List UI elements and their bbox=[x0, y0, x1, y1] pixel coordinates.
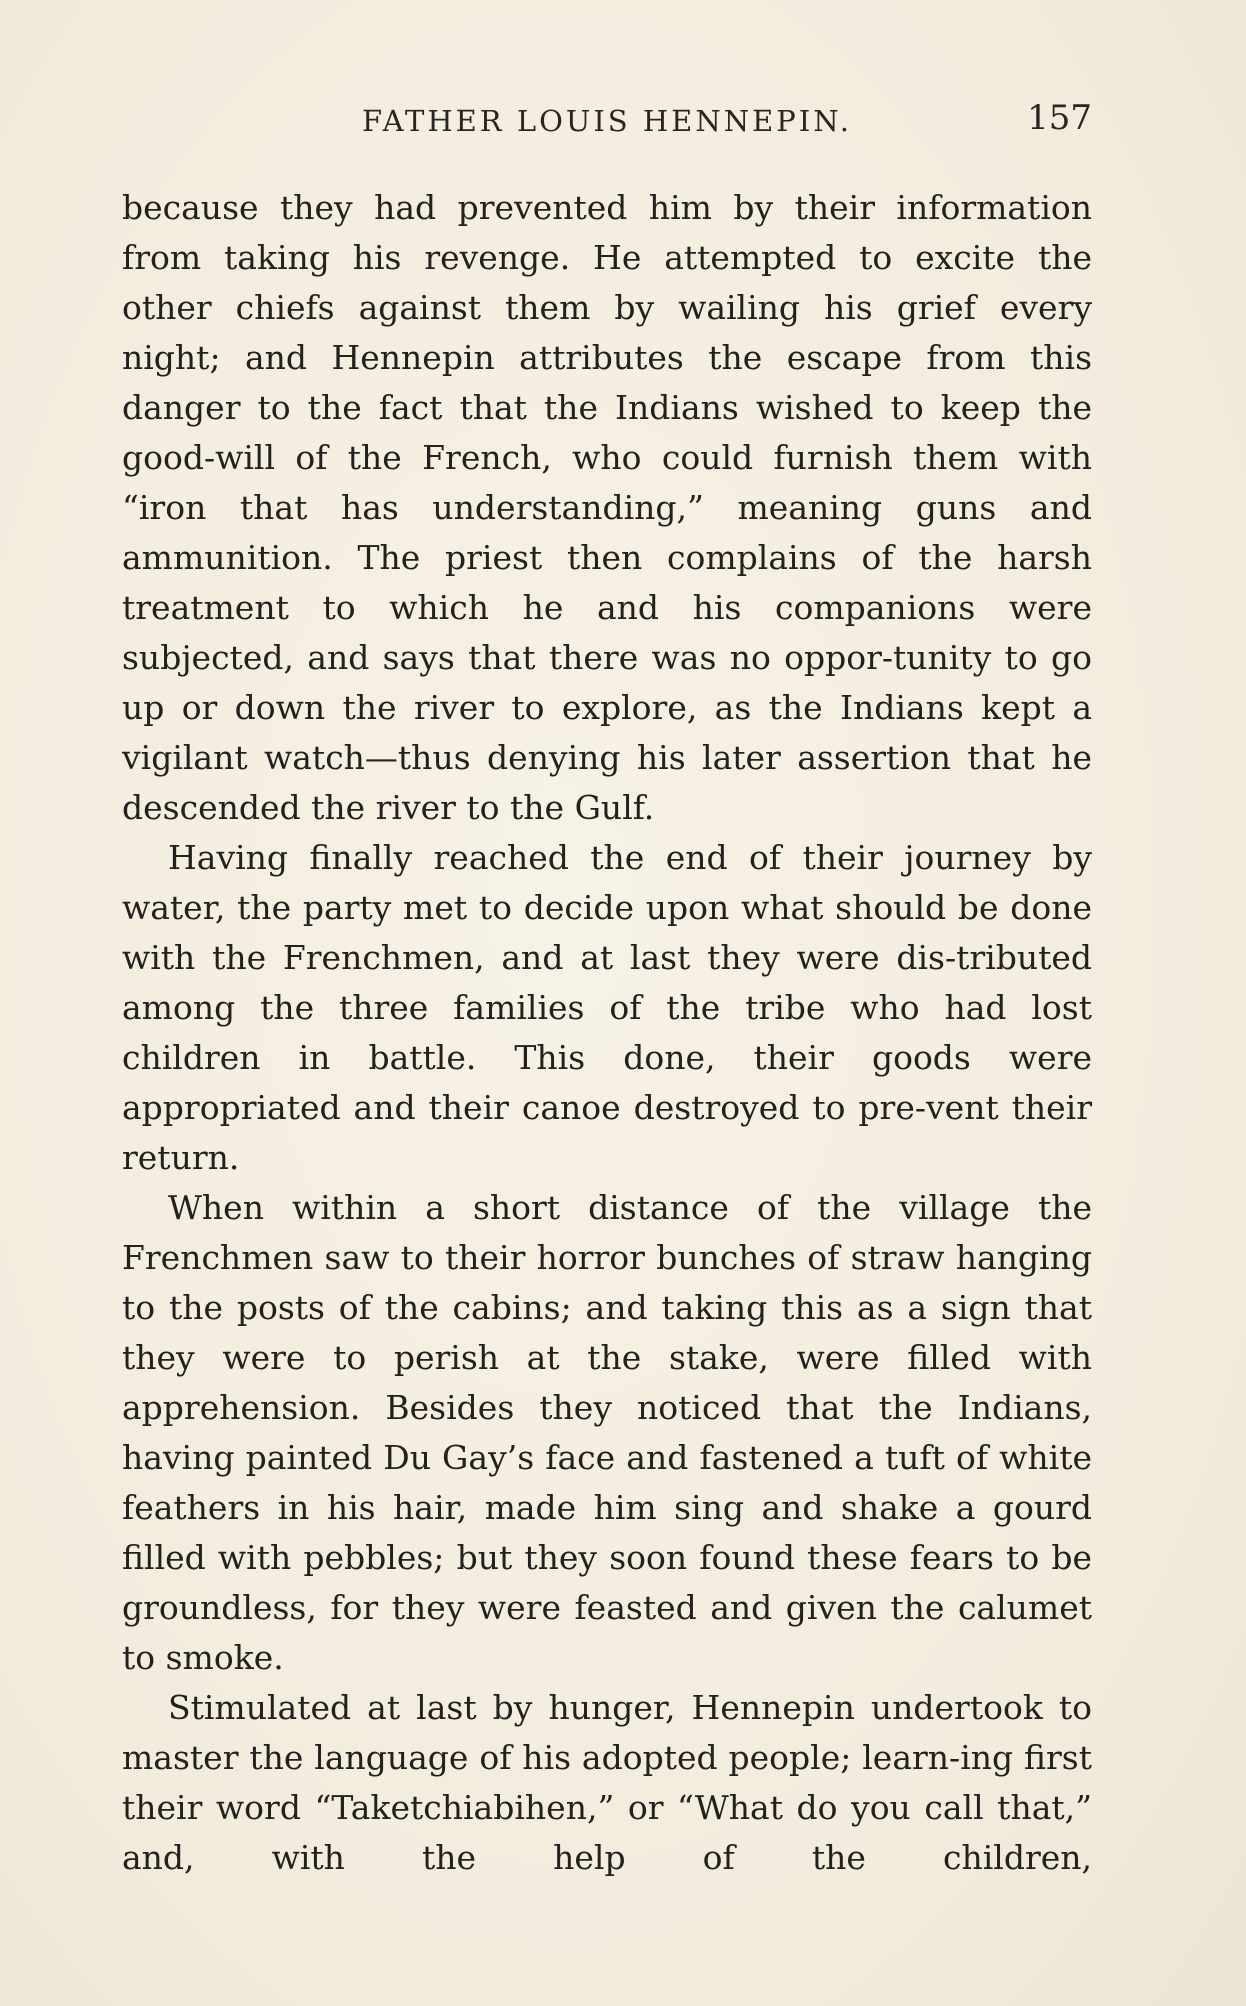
paragraph: Stimulated at last by hunger, Hennepin undertook to master the language of his adopted people; learn-ing first their word “Taketchiabihen,” or “What do you call that,” and, with the help of the children, bbox=[122, 1688, 1092, 1877]
page-number: 157 bbox=[1027, 98, 1092, 138]
running-title: FATHER LOUIS HENNEPIN. bbox=[362, 104, 852, 138]
page-header bbox=[122, 96, 1092, 146]
paragraph: Having finally reached the end of their journey by water, the party met to decide upon what should be done with the Frenchmen, and at last they were dis-tributed among the three families of the tribe who had lost children in battle. This done, their goods were appropriated and their canoe destroyed to pre-vent their return. bbox=[122, 838, 1092, 1177]
body-text bbox=[122, 183, 1092, 1883]
paragraph-continued: because they had prevented him by their information from taking his revenge. He attempted to excite the other chiefs against them by wailing his grief every night; and Hennepin attributes the escape from this danger to the fact that the Indians wished to keep the good-will of the French, who could furnish them with “iron that has understanding,” meaning guns and ammunition. The priest then complains of the harsh treatment to which he and his companions were subjected, and says that there was no oppor-tunity to go up or down the river to explore, as the Indians kept a vigilant watch—thus denying his later assertion that he descended the river to the Gulf. bbox=[122, 188, 1092, 827]
paragraph: When within a short distance of the village the Frenchmen saw to their horror bunches of straw hanging to the posts of the cabins; and taking this as a sign that they were to perish at the stake, were filled with apprehension. Besides they noticed that the Indians, having painted Du Gay’s face and fastened a tuft of white feathers in his hair, made him sing and shake a gourd filled with pebbles; but they soon found these fears to be groundless, for they were feasted and given the calumet to smoke. bbox=[122, 1188, 1092, 1677]
